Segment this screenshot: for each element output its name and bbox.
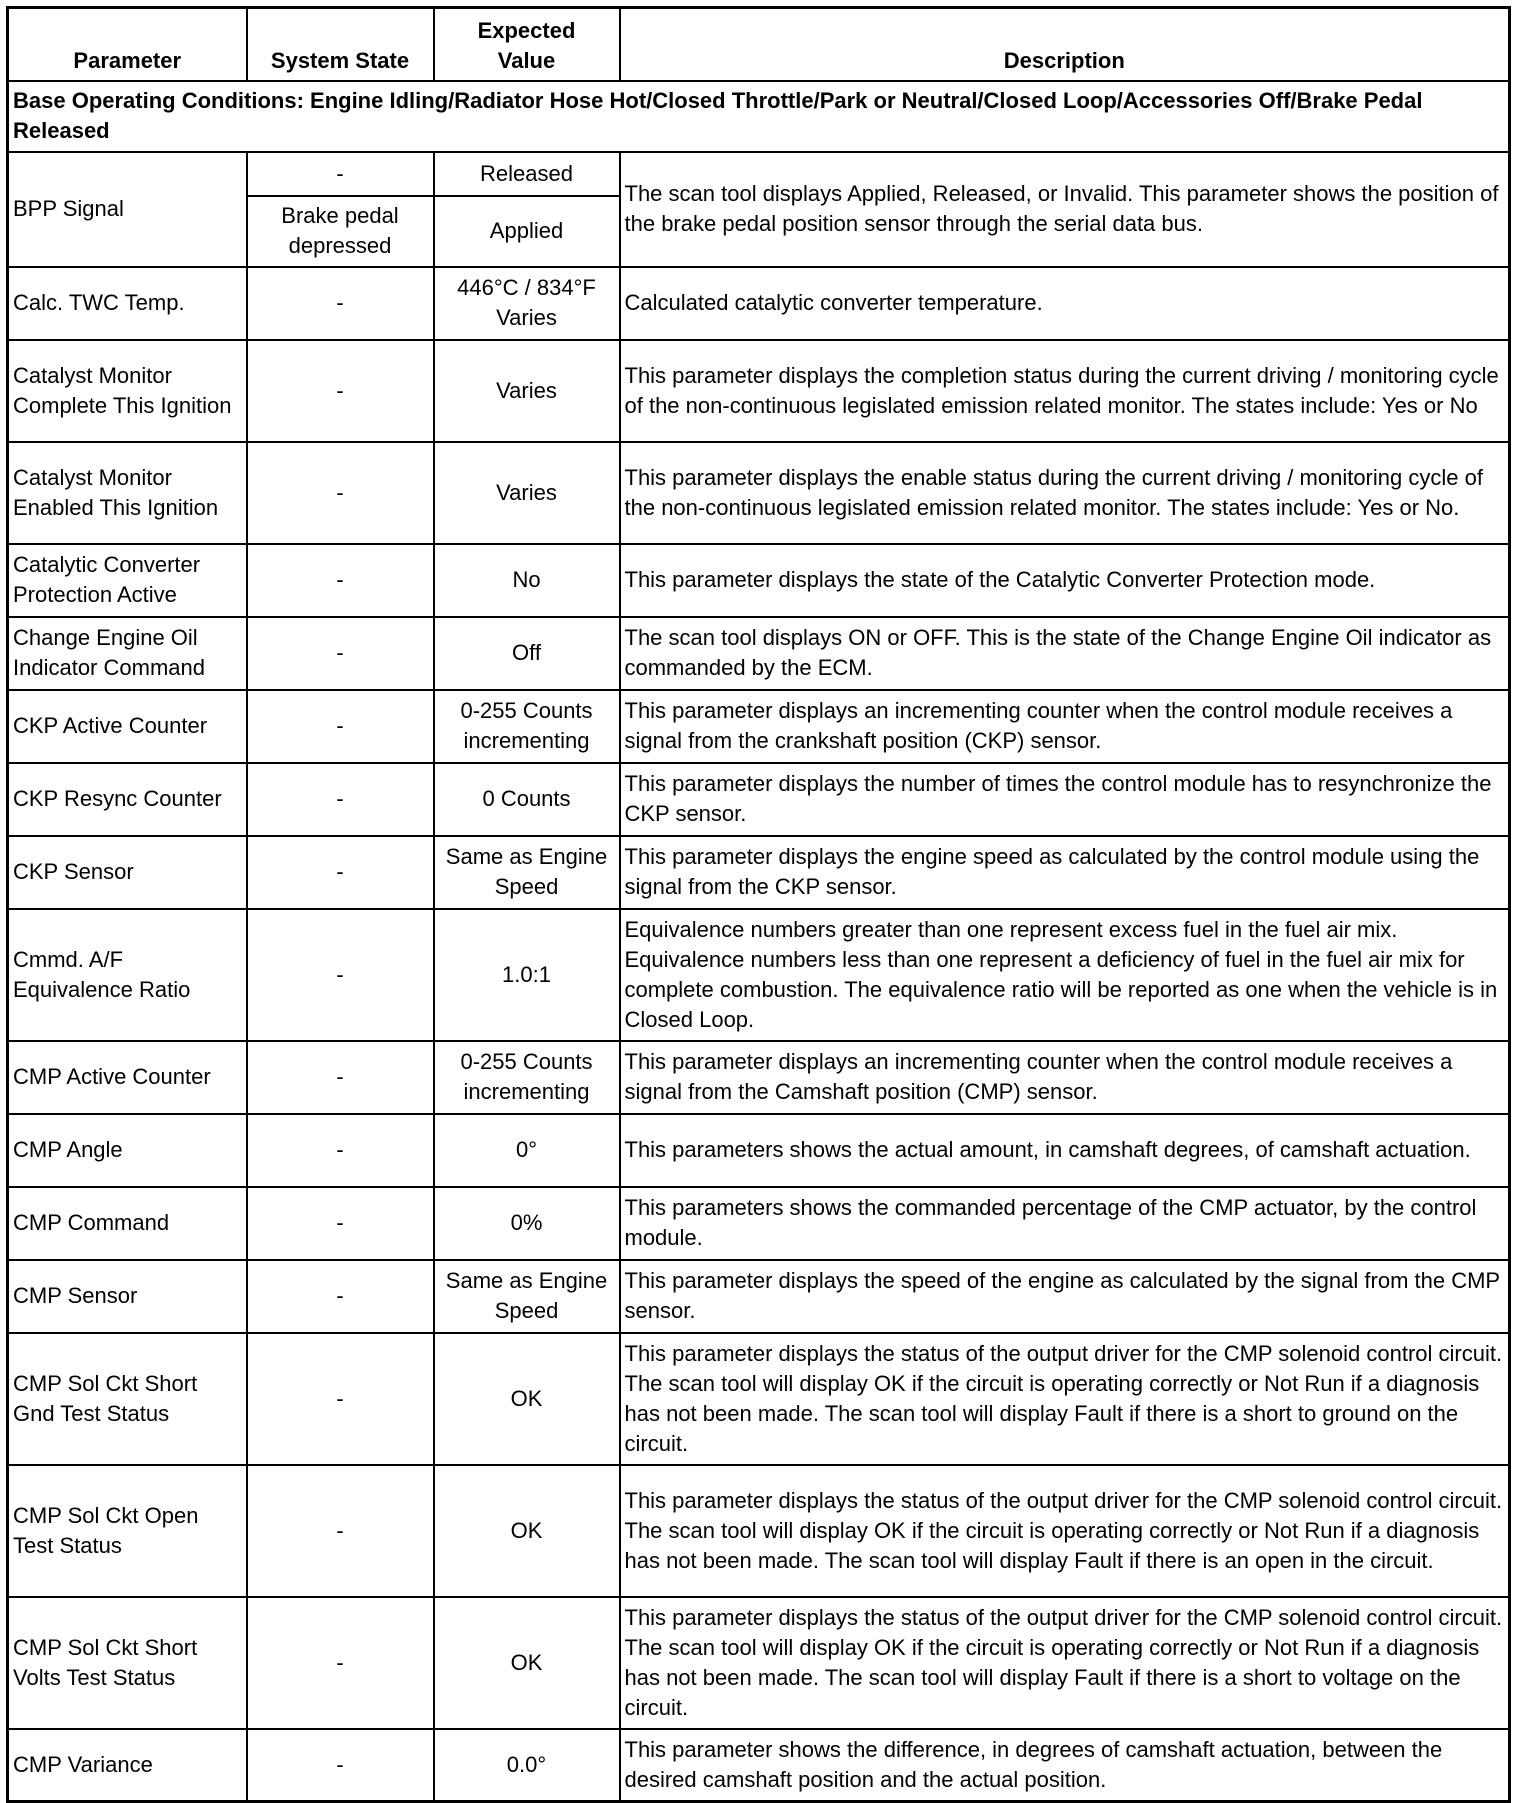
description-cell: This parameter displays the status of the output driver for the CMP solenoid control circuit. The scan tool will display OK if the circuit is operating correctly or Not Run if a diagnosis has not been made. The scan tool will display Fault if there is a short to voltage on the circuit. bbox=[620, 1597, 1510, 1729]
description-cell: This parameter displays the number of times the control module has to resynchronize the CKP sensor. bbox=[620, 763, 1510, 836]
header-parameter: Parameter bbox=[8, 8, 247, 81]
parameter-cell: BPP Signal bbox=[8, 152, 247, 267]
header-description: Description bbox=[620, 8, 1510, 81]
expected-value-cell: Same as Engine Speed bbox=[434, 1260, 620, 1333]
system-state-cell: - bbox=[247, 544, 434, 617]
system-state-cell: - bbox=[247, 1041, 434, 1114]
expected-value-cell: OK bbox=[434, 1465, 620, 1597]
parameter-table bbox=[6, 6, 1511, 1803]
table-row bbox=[8, 909, 1510, 1041]
table-row bbox=[8, 836, 1510, 909]
table-row bbox=[8, 1597, 1510, 1729]
parameter-cell: Calc. TWC Temp. bbox=[8, 267, 247, 340]
base-conditions-row bbox=[8, 81, 1510, 152]
table-row bbox=[8, 1187, 1510, 1260]
header-row bbox=[8, 8, 1510, 81]
expected-value-cell: Off bbox=[434, 617, 620, 690]
description-cell: This parameter shows the difference, in degrees of camshaft actuation, between the desired camshaft position and the actual position. bbox=[620, 1729, 1510, 1802]
table-row bbox=[8, 152, 1510, 196]
expected-value-cell: 0-255 Counts incrementing bbox=[434, 1041, 620, 1114]
expected-value-cell: OK bbox=[434, 1597, 620, 1729]
table-row bbox=[8, 763, 1510, 836]
parameter-cell: CKP Active Counter bbox=[8, 690, 247, 763]
table-row bbox=[8, 1333, 1510, 1465]
parameter-cell: Change Engine Oil Indicator Command bbox=[8, 617, 247, 690]
system-state-cell: - bbox=[247, 1465, 434, 1597]
expected-value-cell: Varies bbox=[434, 340, 620, 442]
description-cell: The scan tool displays Applied, Released, or Invalid. This parameter shows the position of the brake pedal position sensor through the serial data bus. bbox=[620, 152, 1510, 267]
parameter-cell: CMP Sensor bbox=[8, 1260, 247, 1333]
description-cell: Equivalence numbers greater than one represent excess fuel in the fuel air mix. Equivalence numbers less than one represent a deficiency of fuel in the fuel air mix for complete combustion. The equivalence ratio will be reported as one when the vehicle is in Closed Loop. bbox=[620, 909, 1510, 1041]
base-conditions: Base Operating Conditions: Engine Idling/Radiator Hose Hot/Closed Throttle/Park or Neutral/Closed Loop/Accessories Off/Brake Pedal Released bbox=[8, 81, 1510, 152]
parameter-cell: CMP Angle bbox=[8, 1114, 247, 1187]
description-cell: This parameter displays the status of the output driver for the CMP solenoid control circuit. The scan tool will display OK if the circuit is operating correctly or Not Run if a diagnosis has not been made. The scan tool will display Fault if there is an open in the circuit. bbox=[620, 1465, 1510, 1597]
description-cell: This parameter displays the status of the output driver for the CMP solenoid control circuit. The scan tool will display OK if the circuit is operating correctly or Not Run if a diagnosis has not been made. The scan tool will display Fault if there is a short to ground on the circuit. bbox=[620, 1333, 1510, 1465]
system-state-cell: - bbox=[247, 617, 434, 690]
system-state-cell: - bbox=[247, 763, 434, 836]
table-row bbox=[8, 1114, 1510, 1187]
parameter-cell: Catalytic Converter Protection Active bbox=[8, 544, 247, 617]
table-row bbox=[8, 267, 1510, 340]
expected-value-cell: 0% bbox=[434, 1187, 620, 1260]
system-state-cell: - bbox=[247, 1729, 434, 1802]
description-cell: This parameter displays the speed of the engine as calculated by the signal from the CMP sensor. bbox=[620, 1260, 1510, 1333]
system-state-cell: - bbox=[247, 340, 434, 442]
description-cell: The scan tool displays ON or OFF. This is the state of the Change Engine Oil indicator as commanded by the ECM. bbox=[620, 617, 1510, 690]
parameter-cell: CMP Sol Ckt Open Test Status bbox=[8, 1465, 247, 1597]
expected-value-cell: 446°C / 834°F Varies bbox=[434, 267, 620, 340]
expected-value-cell: 0° bbox=[434, 1114, 620, 1187]
system-state-cell: - bbox=[247, 442, 434, 544]
table-row bbox=[8, 1041, 1510, 1114]
description-cell: Calculated catalytic converter temperature. bbox=[620, 267, 1510, 340]
description-cell: This parameter displays the engine speed as calculated by the control module using the signal from the CKP sensor. bbox=[620, 836, 1510, 909]
description-cell: This parameters shows the actual amount, in camshaft degrees, of camshaft actuation. bbox=[620, 1114, 1510, 1187]
expected-value-cell: No bbox=[434, 544, 620, 617]
description-cell: This parameter displays the state of the Catalytic Converter Protection mode. bbox=[620, 544, 1510, 617]
system-state-cell: - bbox=[247, 690, 434, 763]
system-state-cell: - bbox=[247, 1333, 434, 1465]
parameter-cell: CKP Resync Counter bbox=[8, 763, 247, 836]
expected-value-cell: Applied bbox=[434, 196, 620, 267]
system-state-cell: - bbox=[247, 152, 434, 196]
parameter-cell: CMP Sol Ckt Short Gnd Test Status bbox=[8, 1333, 247, 1465]
description-cell: This parameter displays the completion status during the current driving / monitoring cycle of the non-continuous legislated emission related monitor. The states include: Yes or No bbox=[620, 340, 1510, 442]
expected-value-cell: 0-255 Counts incrementing bbox=[434, 690, 620, 763]
parameter-cell: CMP Active Counter bbox=[8, 1041, 247, 1114]
parameter-cell: Catalyst Monitor Complete This Ignition bbox=[8, 340, 247, 442]
table-row bbox=[8, 1729, 1510, 1802]
system-state-cell: - bbox=[247, 1187, 434, 1260]
parameter-cell: CMP Command bbox=[8, 1187, 247, 1260]
table-row bbox=[8, 1465, 1510, 1597]
header-system-state: System State bbox=[247, 8, 434, 81]
table-row bbox=[8, 442, 1510, 544]
table-row bbox=[8, 1260, 1510, 1333]
system-state-cell: - bbox=[247, 1260, 434, 1333]
system-state-cell: - bbox=[247, 1114, 434, 1187]
parameter-cell: CMP Variance bbox=[8, 1729, 247, 1802]
description-cell: This parameters shows the commanded percentage of the CMP actuator, by the control module. bbox=[620, 1187, 1510, 1260]
header-expected-value: Expected Value bbox=[434, 8, 620, 81]
table-row bbox=[8, 544, 1510, 617]
parameter-cell: Cmmd. A/F Equivalence Ratio bbox=[8, 909, 247, 1041]
system-state-cell: - bbox=[247, 909, 434, 1041]
description-cell: This parameter displays an incrementing counter when the control module receives a signal from the Camshaft position (CMP) sensor. bbox=[620, 1041, 1510, 1114]
expected-value-cell: 0.0° bbox=[434, 1729, 620, 1802]
expected-value-cell: 0 Counts bbox=[434, 763, 620, 836]
description-cell: This parameter displays the enable status during the current driving / monitoring cycle of the non-continuous legislated emission related monitor. The states include: Yes or No. bbox=[620, 442, 1510, 544]
system-state-cell: - bbox=[247, 1597, 434, 1729]
description-cell: This parameter displays an incrementing counter when the control module receives a signal from the crankshaft position (CKP) sensor. bbox=[620, 690, 1510, 763]
parameter-cell: Catalyst Monitor Enabled This Ignition bbox=[8, 442, 247, 544]
parameter-cell: CMP Sol Ckt Short Volts Test Status bbox=[8, 1597, 247, 1729]
expected-value-cell: 1.0:1 bbox=[434, 909, 620, 1041]
expected-value-cell: Varies bbox=[434, 442, 620, 544]
system-state-cell: - bbox=[247, 267, 434, 340]
table-row bbox=[8, 340, 1510, 442]
expected-value-cell: Same as Engine Speed bbox=[434, 836, 620, 909]
system-state-cell: Brake pedal depressed bbox=[247, 196, 434, 267]
system-state-cell: - bbox=[247, 836, 434, 909]
expected-value-cell: Released bbox=[434, 152, 620, 196]
expected-value-cell: OK bbox=[434, 1333, 620, 1465]
table-row bbox=[8, 690, 1510, 763]
parameter-cell: CKP Sensor bbox=[8, 836, 247, 909]
table-row bbox=[8, 617, 1510, 690]
